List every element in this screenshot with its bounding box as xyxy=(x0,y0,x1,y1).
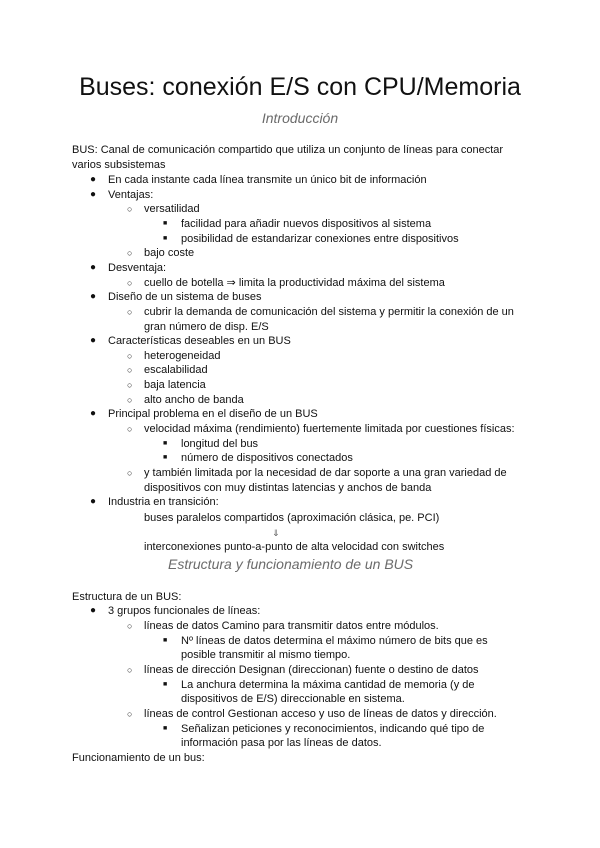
list-item: La anchura determina la máxima cantidad de memoria (y de xyxy=(181,679,475,691)
bullet-l1-icon: ● xyxy=(90,291,97,302)
list-item: Industria en transición: xyxy=(108,496,219,508)
bullet-l1-icon: ● xyxy=(90,496,97,507)
bullet-l2-icon: ○ xyxy=(127,365,133,375)
list-item: cuello de botella ⇒ limita la productividad máxima del sistema xyxy=(144,277,445,289)
list-item: dispositivos con muy distintas latencias y anchos de banda xyxy=(144,482,432,494)
list-item: escalabilidad xyxy=(144,364,208,376)
list-item: Principal problema en el diseño de un BUS xyxy=(108,408,318,420)
bullet-l2-icon: ○ xyxy=(127,307,133,317)
list-item: Características deseables en un BUS xyxy=(108,335,291,347)
bullet-l3-icon: ■ xyxy=(163,235,168,242)
list-item: gran número de disp. E/S xyxy=(144,321,269,333)
bullet-l3-icon: ■ xyxy=(163,725,168,732)
list-item: líneas de datos Camino para transmitir datos entre módulos. xyxy=(144,620,439,632)
section-label: Estructura de un BUS: xyxy=(72,591,182,603)
list-item: y también limitada por la necesidad de dar soporte a una gran variedad de xyxy=(144,467,507,479)
section-heading-estructura: Estructura y funcionamiento de un BUS xyxy=(168,556,414,572)
list-item: cubrir la demanda de comunicación del sistema y permitir la conexión de un xyxy=(144,306,514,318)
bus-definition-line-1: BUS: Canal de comunicación compartido que utiliza un conjunto de líneas para conectar xyxy=(72,144,504,156)
list-item: En cada instante cada línea transmite un único bit de información xyxy=(108,174,427,186)
list-item: posible transmitir al mismo tiempo. xyxy=(181,649,351,661)
list-item: dispositivos de E/S) direccionable en sistema. xyxy=(181,693,405,705)
bullet-l3-icon: ■ xyxy=(163,681,168,688)
bullet-l2-icon: ○ xyxy=(127,204,133,214)
bullet-l2-icon: ○ xyxy=(127,248,133,258)
list-item: posibilidad de estandarizar conexiones entre dispositivos xyxy=(181,233,459,245)
bullet-l3-icon: ■ xyxy=(163,454,168,461)
bullet-l1-icon: ● xyxy=(90,408,97,419)
bullet-l1-icon: ● xyxy=(90,189,97,200)
list-item: Señalizan peticiones y reconocimientos, indicando qué tipo de xyxy=(181,723,485,735)
list-item: Ventajas: xyxy=(108,189,154,201)
bullet-l1-icon: ● xyxy=(90,335,97,346)
list-item: versatilidad xyxy=(144,203,200,215)
list-item: longitud del bus xyxy=(181,438,259,450)
list-item: líneas de control Gestionan acceso y uso de líneas de datos y dirección. xyxy=(144,708,497,720)
list-item: número de dispositivos conectados xyxy=(181,452,353,464)
section-label: Funcionamiento de un bus: xyxy=(72,752,205,764)
bus-definition-line-2: varios subsistemas xyxy=(72,159,166,171)
bullet-l2-icon: ○ xyxy=(127,468,133,478)
list-item: velocidad máxima (rendimiento) fuertemente limitada por cuestiones físicas: xyxy=(144,423,515,435)
bullet-l2-icon: ○ xyxy=(127,424,133,434)
list-item: Diseño de un sistema de buses xyxy=(108,291,262,303)
down-arrow-icon: ⇓ xyxy=(272,528,280,538)
bullet-l2-icon: ○ xyxy=(127,351,133,361)
bullet-l2-icon: ○ xyxy=(127,665,133,675)
bullet-l2-icon: ○ xyxy=(127,621,133,631)
bullet-l1-icon: ● xyxy=(90,605,97,616)
list-item: 3 grupos funcionales de líneas: xyxy=(108,605,261,617)
list-item: interconexiones punto-a-punto de alta velocidad con switches xyxy=(144,541,445,553)
bullet-l2-icon: ○ xyxy=(127,278,133,288)
bullet-l3-icon: ■ xyxy=(163,440,168,447)
bullet-l2-icon: ○ xyxy=(127,395,133,405)
bullet-l2-icon: ○ xyxy=(127,709,133,719)
list-item: bajo coste xyxy=(144,247,195,259)
list-item: buses paralelos compartidos (aproximación clásica, pe. PCI) xyxy=(144,512,440,524)
bullet-l3-icon: ■ xyxy=(163,220,168,227)
list-item: Desventaja: xyxy=(108,262,167,274)
bullet-l3-icon: ■ xyxy=(163,637,168,644)
bullet-l2-icon: ○ xyxy=(127,380,133,390)
bullet-l1-icon: ● xyxy=(90,262,97,273)
section-heading-introduccion: Introducción xyxy=(261,110,339,126)
list-item: baja latencia xyxy=(144,379,206,391)
page-title: Buses: conexión E/S con CPU/Memoria xyxy=(79,73,521,101)
list-item: Nº líneas de datos determina el máximo número de bits que es xyxy=(181,635,488,647)
list-item: alto ancho de banda xyxy=(144,394,244,406)
bullet-l1-icon: ● xyxy=(90,174,97,185)
list-item: líneas de dirección Designan (direccionan) fuente o destino de datos xyxy=(144,664,479,676)
list-item: heterogeneidad xyxy=(144,350,221,362)
list-item: facilidad para añadir nuevos dispositivos al sistema xyxy=(181,218,432,230)
list-item: información pasa por las líneas de datos. xyxy=(181,737,382,749)
